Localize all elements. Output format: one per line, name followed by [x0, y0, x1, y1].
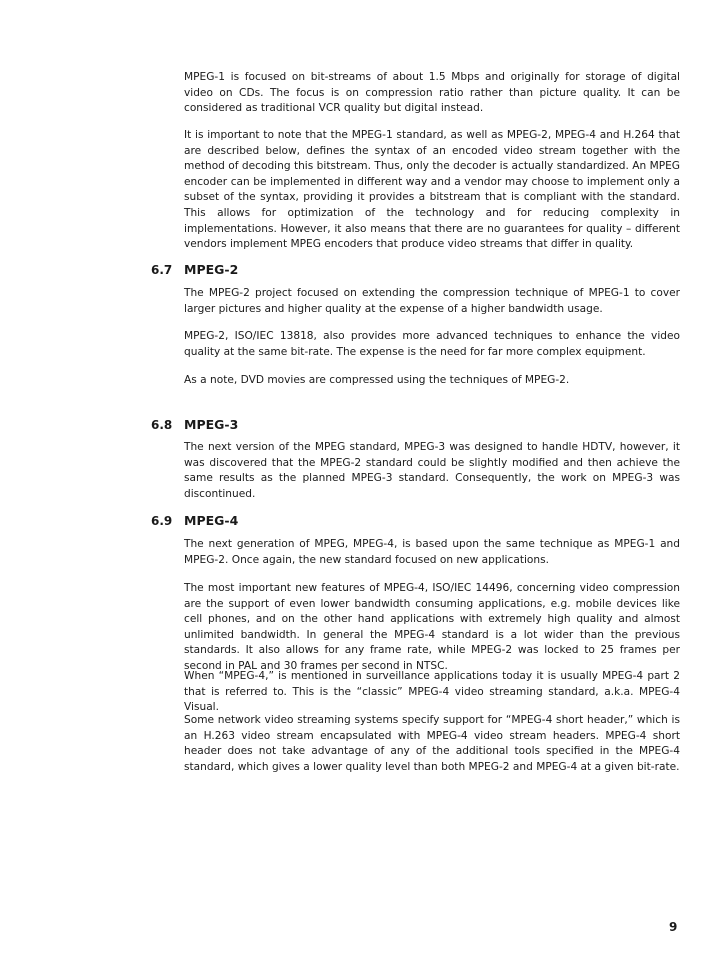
section-6-7-paragraph-3	[184, 373, 680, 389]
section-heading-mpeg-3: MPEG-3	[184, 417, 239, 432]
paragraph-text: The next generation of MPEG, MPEG-4, is based upon the same technique as MPEG-1 and MPEG-2. Once again, the new standard focused on new applications.	[184, 538, 680, 566]
paragraph-text: Some network video streaming systems specify support for “MPEG-4 short header,” which is an H.263 video stream encapsulated with MPEG-4 video stream headers. MPEG-4 short header does not take advantage of any of the additional tools specified in the MPEG-4 standard, which gives a lower quality level than both MPEG-2 and MPEG-4 at a given bit-rate.	[184, 714, 680, 773]
paragraph-text: When “MPEG-4,” is mentioned in surveillance applications today it is usually MPEG-4 part 2 that is referred to. This is the “classic” MPEG-4 video streaming standard, a.k.a. MPEG-4 Visual.	[184, 670, 680, 714]
section-6-7-paragraph-1	[184, 286, 680, 317]
section-number-6-9: 6.9	[151, 514, 173, 528]
section-6-9-paragraph-2	[184, 581, 680, 675]
section-heading-mpeg-2: MPEG-2	[184, 262, 239, 277]
paragraph-text: The most important new features of MPEG-4, ISO/IEC 14496, concerning video compression are the support of even lower bandwidth consuming applications, e.g. mobile devices like cell phones, and on the other hand applications with extremely high quality and almost unlimited bandwidth. In general the MPEG-4 standard is a lot wider than the previous standards. It also allows for any frame rate, while MPEG-2 was locked to 25 frames per second in PAL and 30 frames per second in NTSC.	[184, 582, 680, 672]
paragraph-text: As a note, DVD movies are compressed using the techniques of MPEG-2.	[184, 374, 570, 386]
page-number: 9	[669, 920, 678, 934]
paragraph-text: The next version of the MPEG standard, MPEG-3 was designed to handle HDTV, however, it was discovered that the MPEG-2 standard could be slightly modified and then achieve the same results as the planned MPEG-3 standard. Consequently, the work on MPEG-3 was discontinued.	[184, 441, 680, 500]
section-6-9-paragraph-3	[184, 669, 680, 716]
intro-text-1: MPEG-1 is focused on bit-streams of about 1.5 Mbps and originally for storage of digital video on CDs. The focus is on compression ratio rather than picture quality. It can be considered as traditional VCR quality but digital instead.	[184, 71, 680, 115]
paragraph-text: MPEG-2, ISO/IEC 13818, also provides more advanced techniques to enhance the video quality at the same bit-rate. The expense is the need for far more complex equipment.	[184, 330, 680, 358]
section-number-6-8: 6.8	[151, 418, 173, 432]
section-6-8-paragraph-1	[184, 440, 680, 502]
section-6-7-paragraph-2	[184, 329, 680, 360]
intro-paragraph-2	[184, 128, 680, 253]
intro-text-2: It is important to note that the MPEG-1 standard, as well as MPEG-2, MPEG-4 and H.264 that are described below, defines the syntax of an encoded video stream together with the method of decoding this bitstream. Thus, only the decoder is actually standardized. An MPEG encoder can be implemented in different way and a vendor may choose to implement only a subset of the syntax, providing it provides a bitstream that is compliant with the standard. This allows for optimization of the technology and for reducing complexity in implementations. However, it also means that there are no guarantees for quality – different vendors implement MPEG encoders that produce video streams that differ in quality.	[184, 129, 680, 251]
intro-paragraph-1	[184, 70, 680, 117]
paragraph-text: The MPEG-2 project focused on extending the compression technique of MPEG-1 to cover larger pictures and higher quality at the expense of a higher bandwidth usage.	[184, 287, 680, 315]
section-6-9-paragraph-4	[184, 713, 680, 775]
section-number-6-7: 6.7	[151, 263, 173, 277]
section-6-9-paragraph-1	[184, 537, 680, 568]
section-heading-mpeg-4: MPEG-4	[184, 513, 239, 528]
